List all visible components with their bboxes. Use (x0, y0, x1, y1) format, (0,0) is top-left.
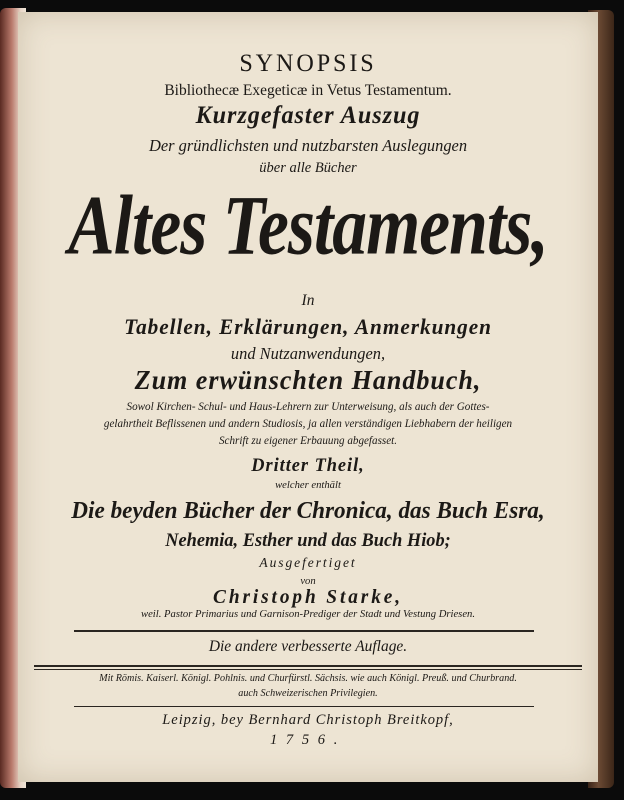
subtitle-line-d: und Nutzanwendungen, (230, 344, 386, 363)
divider-rule-3 (74, 706, 534, 707)
main-heading: Kurzgefaster Auszug (195, 102, 421, 129)
edition-line: Die andere verbesserte Auflage. (208, 638, 408, 655)
main-title: Altes Testaments, (68, 178, 548, 273)
subtitle-line-a: Der gründlichsten und nutzbarsten Auslegungen (148, 136, 468, 155)
description-line-3: Schrift zu eigener Erbauung abgefasset. (218, 435, 398, 447)
divider-rule-2b (34, 669, 582, 670)
ausgefertiget-line: Ausgefertiget (259, 556, 357, 571)
welcher-line: welcher enthält (275, 479, 341, 491)
author-name: Christoph Starke, (213, 586, 403, 608)
in-word: In (301, 292, 315, 309)
author-title: weil. Pastor Primarius und Garnison-Prediger der Stadt und Vestung Driesen. (140, 608, 476, 620)
description-line-1: Sowol Kirchen- Schul- und Haus-Lehrern zur Unterweisung, als auch der Gottes- (126, 401, 490, 413)
subtitle-line-e: Zum erwünschten Handbuch, (134, 365, 482, 395)
subtitle-line-c: Tabellen, Erklärungen, Anmerkungen (124, 314, 492, 339)
privilege-line-2: auch Schweizerischen Privilegien. (238, 688, 378, 699)
von-line: von (300, 575, 316, 587)
year-line: 1756. (269, 732, 347, 748)
synopsis-heading: SYNOPSIS (239, 50, 377, 77)
contents-line-1: Die beyden Bücher der Chronica, das Buch Esra, (71, 498, 545, 524)
subtitle-line-b: über alle Bücher (259, 160, 357, 176)
part-heading: Dritter Theil, (251, 455, 365, 476)
privilege-line-1: Mit Römis. Kaiserl. Königl. Pohlnis. und Churfürstl. Sächsis. wie auch Königl. Preuß. und Churbrand. (99, 673, 517, 684)
description-line-2: gelahrtheit Beflissenen und andern Studiosis, ja allen verständigen Liebhabern der heiligen (103, 418, 513, 430)
divider-rule-1 (74, 630, 534, 632)
title-page-text (18, 12, 598, 782)
imprint-line: Leipzig, bey Bernhard Christoph Breitkopf, (162, 712, 454, 728)
contents-line-2: Nehemia, Esther und das Buch Hiob; (165, 530, 451, 551)
divider-rule-2 (34, 665, 582, 667)
title-page (18, 12, 598, 782)
latin-subtitle: Bibliothecæ Exegeticæ in Vetus Testamentum. (164, 82, 452, 99)
